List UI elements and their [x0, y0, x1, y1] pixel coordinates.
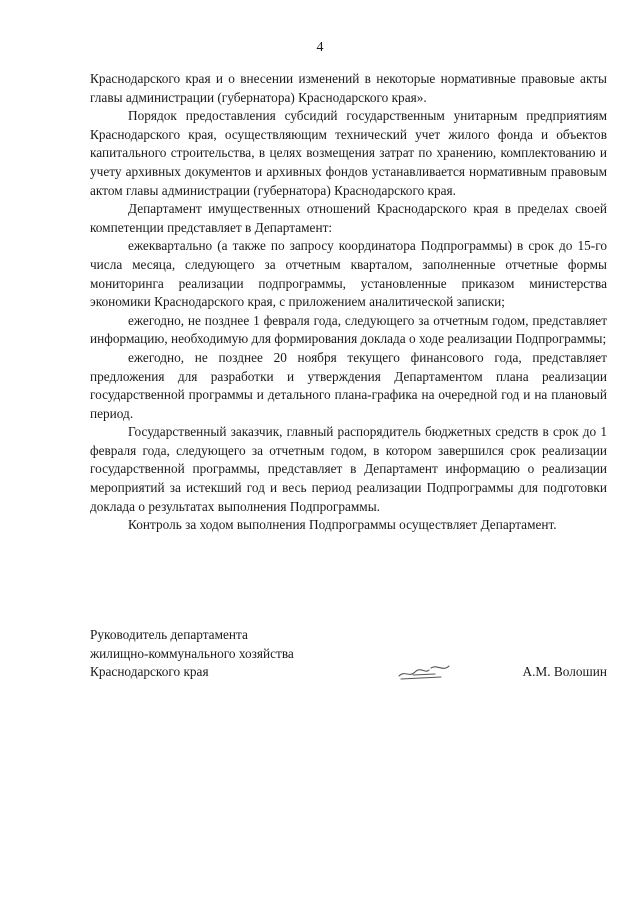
signatory-title-line: Руководитель департамента	[90, 627, 248, 642]
paragraph: Контроль за ходом выполнения Подпрограммы осуществляет Департамент.	[128, 517, 557, 533]
page-number: 4	[316, 40, 324, 55]
handwritten-signature	[395, 660, 455, 682]
signatory-title-line: Краснодарского края	[90, 664, 209, 680]
signatory-title-line: жилищно-коммунального хозяйства	[90, 645, 294, 661]
signature-block	[90, 626, 607, 682]
signatory-name: А.М. Волошин	[522, 664, 607, 680]
paragraph: ежегодно, не позднее 1 февраля года, следующего за отчетным годом, представляет информацию, необходимую для формирования доклада о ходе реализации Подпрограммы;	[90, 312, 607, 347]
paragraph: Краснодарского края и о внесении изменений в некоторые нормативные правовые акты главы администрации (губернатора) Краснодарского края».	[90, 71, 607, 105]
paragraph: Государственный заказчик, главный распорядитель бюджетных средств в срок до 1 февраля года, следующего за отчетным годом, в котором завершился срок реализации государственной программы, представляет в Департамент информацию о реализации мероприятий за истекший год и весь период реализации Подпрограммы для подготовки доклада о результатах выполнения Подпрограммы.	[90, 424, 607, 514]
paragraph: Департамент имущественных отношений Краснодарского края в пределах своей компетенции представляет в Департамент:	[90, 201, 607, 235]
paragraph: ежегодно, не позднее 20 ноября текущего финансового года, представляет предложения для разработки и утверждения Департаментом плана реализации государственной программы и детального плана-графика на очередной год и на плановый период.	[90, 349, 607, 421]
signatory-title	[90, 626, 350, 682]
body-text	[90, 70, 607, 535]
paragraph: ежеквартально (а также по запросу координатора Подпрограммы) в срок до 15-го числа месяца, следующего за отчетным кварталом, заполненные отчетные формы мониторинга реализации подпрограммы, установленные приказом министерства экономики Краснодарского края, с приложением аналитической записки;	[90, 238, 607, 310]
paragraph: Порядок предоставления субсидий государственным унитарным предприятиям Краснодарского края, осуществляющим технический учет жилого фонда и объектов капитального строительства, в целях возмещения затрат по хранению, комплектованию и учету архивных документов и архивных фондов устанавливается нормативным правовым актом главы администрации (губернатора) Краснодарского края.	[90, 108, 607, 198]
